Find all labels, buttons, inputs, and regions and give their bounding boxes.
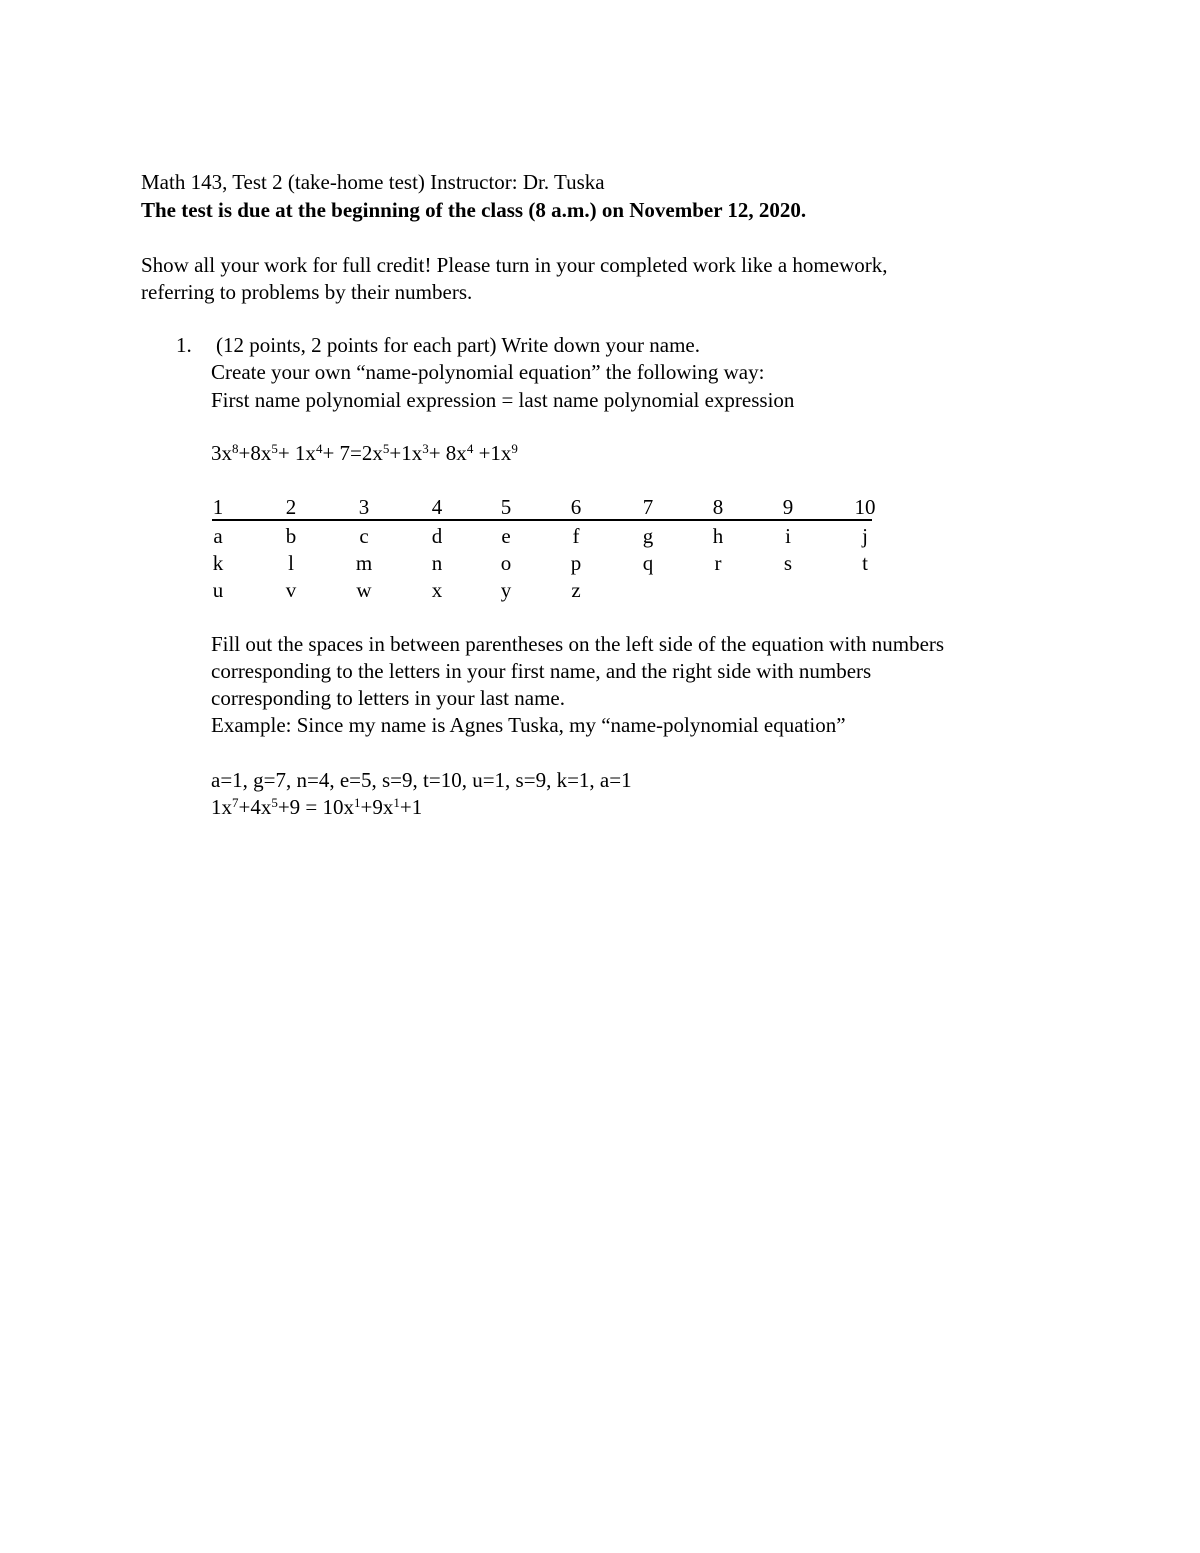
example-exp-1: 7 xyxy=(232,795,239,810)
instructions-line-1: Show all your work for full credit! Please turn in your completed work like a homework, xyxy=(141,253,888,277)
fill-line-3: corresponding to letters in your last name. xyxy=(211,686,565,710)
sample-exp-7: 9 xyxy=(511,441,518,456)
example-line: Example: Since my name is Agnes Tuska, my “name-polynomial equation” xyxy=(211,713,846,737)
table-row xyxy=(212,526,872,553)
table-cell: u xyxy=(212,578,224,602)
table-cell: e xyxy=(501,524,511,548)
table-header-cell: 4 xyxy=(431,495,443,519)
sample-term-5: +1x xyxy=(389,441,423,465)
table-cell: j xyxy=(862,524,868,548)
table-cell: m xyxy=(355,551,373,575)
table-header-cell: 5 xyxy=(500,495,512,519)
table-header-row xyxy=(212,495,876,521)
table-header-cell: 7 xyxy=(642,495,654,519)
table-cell: q xyxy=(642,551,654,575)
letter-number-table xyxy=(212,495,876,607)
table-cell: i xyxy=(785,524,791,548)
table-cell: g xyxy=(642,524,654,548)
example-exp-3: 1 xyxy=(354,795,361,810)
problem-number: 1. xyxy=(176,333,192,357)
sample-exp-3: 4 xyxy=(315,441,323,456)
fill-line-2: corresponding to the letters in your first name, and the right side with numbers xyxy=(211,659,872,683)
table-cell: f xyxy=(572,524,580,548)
mapping-line: a=1, g=7, n=4, e=5, s=9, t=10, u=1, s=9, k=1, a=1 xyxy=(211,768,632,792)
sample-term-4: + 7=2x xyxy=(322,441,383,465)
table-cell: l xyxy=(288,551,294,575)
sample-exp-5: 3 xyxy=(422,441,429,456)
table-header-cell: 9 xyxy=(782,495,794,519)
table-cell: t xyxy=(862,551,868,575)
example-term-3: +9 = 10x xyxy=(277,795,355,819)
table-cell: r xyxy=(714,551,722,575)
sample-exp-6: 4 xyxy=(466,441,474,456)
table-cell: y xyxy=(500,578,512,602)
sample-exp-2: 5 xyxy=(271,441,278,456)
table-cell: w xyxy=(356,578,372,602)
fill-line-1: Fill out the spaces in between parentheses on the left side of the equation with numbers xyxy=(211,632,945,656)
due-date-line: The test is due at the beginning of the class (8 a.m.) on November 12, 2020. xyxy=(141,198,807,222)
sample-term-7: +1x xyxy=(473,441,512,465)
example-term-4: +9x xyxy=(360,795,394,819)
instructions-line-2: referring to problems by their numbers. xyxy=(141,280,473,304)
table-header-cell: 8 xyxy=(712,495,724,519)
table-row xyxy=(212,553,872,580)
sample-term-1: 3x xyxy=(211,441,232,465)
example-equation xyxy=(211,797,422,818)
table-header-cell: 10 xyxy=(854,495,876,519)
sample-term-3: + 1x xyxy=(277,441,316,465)
sample-term-6: + 8x xyxy=(428,441,467,465)
sample-equation xyxy=(211,443,518,464)
table-cell: d xyxy=(431,524,443,548)
table-cell: k xyxy=(212,551,224,575)
table-cell: x xyxy=(431,578,443,602)
table-row xyxy=(212,580,872,607)
sample-term-2: +8x xyxy=(238,441,272,465)
example-term-2: +4x xyxy=(238,795,272,819)
example-term-1: 1x xyxy=(211,795,232,819)
example-exp-4: 1 xyxy=(393,795,400,810)
table-cell: c xyxy=(359,524,369,548)
example-exp-2: 5 xyxy=(271,795,278,810)
problem-create-line: Create your own “name-polynomial equation” the following way: xyxy=(211,360,765,384)
table-header-cell: 3 xyxy=(358,495,370,519)
problem-intro: (12 points, 2 points for each part) Write down your name. xyxy=(216,333,700,357)
table-cell: o xyxy=(500,551,512,575)
sample-exp-4: 5 xyxy=(382,441,390,456)
problem-rule-line: First name polynomial expression = last name polynomial expression xyxy=(211,388,795,412)
table-cell: z xyxy=(571,578,581,602)
table-header-cell: 6 xyxy=(570,495,582,519)
table-header-cell: 1 xyxy=(212,495,224,519)
table-header-cell: 2 xyxy=(285,495,297,519)
table-cell: b xyxy=(285,524,297,548)
sample-exp-1: 8 xyxy=(232,441,239,456)
table-cell: v xyxy=(285,578,297,602)
header-title: Math 143, Test 2 (take-home test) Instructor: Dr. Tuska xyxy=(141,170,605,194)
table-cell: a xyxy=(213,524,223,548)
table-cell: n xyxy=(431,551,443,575)
example-term-5: +1 xyxy=(399,795,423,819)
table-cell: h xyxy=(712,524,724,548)
table-cell: s xyxy=(783,551,793,575)
table-cell: p xyxy=(570,551,582,575)
